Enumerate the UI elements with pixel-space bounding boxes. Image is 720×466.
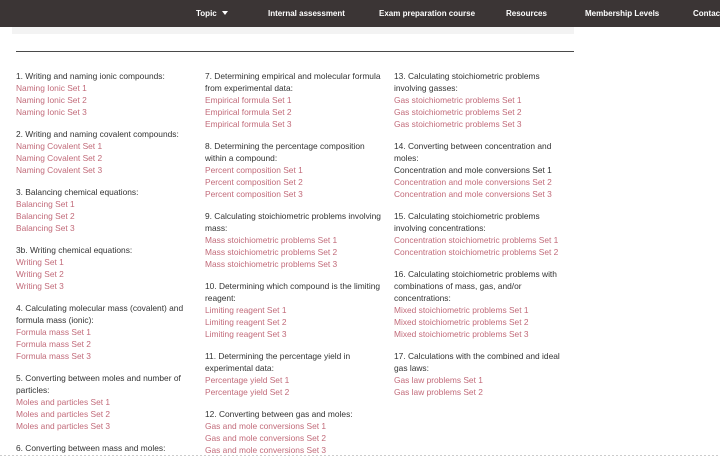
topic-section xyxy=(16,70,188,118)
set-link[interactable]: Gas stoichiometric problems Set 1 xyxy=(394,95,522,105)
set-link[interactable]: Concentration and mole conversions Set 3 xyxy=(394,189,552,199)
set-link[interactable]: Concentration stoichiometric problems Set 1 xyxy=(394,235,559,245)
set-link[interactable]: Limiting reagent Set 2 xyxy=(205,317,287,327)
section-title: 9. Calculating stoichiometric problems involving mass: xyxy=(205,211,381,233)
set-link[interactable]: Percent composition Set 1 xyxy=(205,165,303,175)
set-link[interactable]: Gas and mole conversions Set 2 xyxy=(205,433,327,443)
section-title: 15. Calculating stoichiometric problems involving concentrations: xyxy=(394,211,540,233)
section-title: 3. Balancing chemical equations: xyxy=(16,187,139,197)
section-title: 13. Calculating stoichiometric problems involving gasses: xyxy=(394,71,540,93)
section-title: 4. Calculating molecular mass (covalent) and formula mass (ionic): xyxy=(16,303,184,325)
top-navigation-bar xyxy=(0,0,720,27)
set-link[interactable]: Percentage yield Set 1 xyxy=(205,375,290,385)
bottom-dotted-divider xyxy=(0,455,720,456)
set-link[interactable]: Concentration stoichiometric problems Set 2 xyxy=(394,247,559,257)
set-link[interactable]: Writing Set 2 xyxy=(16,269,64,279)
section-title: 3b. Writing chemical equations: xyxy=(16,245,133,255)
set-link[interactable]: Empirical formula Set 1 xyxy=(205,95,292,105)
nav-membership-levels[interactable]: Membership Levels xyxy=(585,9,660,18)
set-link[interactable]: Moles and particles Set 2 xyxy=(16,409,111,419)
set-link[interactable]: Formula mass Set 1 xyxy=(16,327,91,337)
set-link[interactable]: Empirical formula Set 2 xyxy=(205,107,292,117)
topic-section xyxy=(16,186,188,234)
set-link[interactable]: Gas stoichiometric problems Set 3 xyxy=(394,119,522,129)
section-title: 8. Determining the percentage composition within a compound: xyxy=(205,141,365,163)
nav-topic[interactable] xyxy=(196,0,228,27)
topic-section xyxy=(16,372,188,432)
set-link[interactable]: Mixed stoichiometric problems Set 2 xyxy=(394,317,529,327)
section-title: 16. Calculating stoichiometric problems with combinations of mass, gas, and/or concentrations: xyxy=(394,269,557,303)
section-title: 6. Converting between mass and moles: xyxy=(16,443,166,453)
topic-column-1 xyxy=(16,70,188,464)
section-title: 2. Writing and naming covalent compounds: xyxy=(16,129,179,139)
set-link[interactable]: Mass stoichiometric problems Set 3 xyxy=(205,259,338,269)
set-link[interactable]: Naming Covalent Set 1 xyxy=(16,141,103,151)
topic-section xyxy=(394,70,564,130)
set-link[interactable]: Moles and particles Set 1 xyxy=(16,397,111,407)
set-link[interactable]: Gas and mole conversions Set 1 xyxy=(205,421,327,431)
set-link[interactable]: Naming Ionic Set 1 xyxy=(16,83,87,93)
nav-topic-label: Topic xyxy=(196,9,217,18)
topic-section xyxy=(16,302,188,362)
set-link[interactable]: Naming Covalent Set 3 xyxy=(16,165,103,175)
set-link[interactable]: Moles and particles Set 3 xyxy=(16,421,111,431)
set-link[interactable]: Balancing Set 2 xyxy=(16,211,75,221)
topic-section xyxy=(394,268,564,340)
topic-section xyxy=(205,280,383,340)
topic-section xyxy=(16,244,188,292)
set-link[interactable]: Percent composition Set 2 xyxy=(205,177,303,187)
set-link[interactable]: Concentration and mole conversions Set 2 xyxy=(394,177,552,187)
set-link[interactable]: Gas stoichiometric problems Set 2 xyxy=(394,107,522,117)
nav-exam-preparation-course[interactable]: Exam preparation course xyxy=(379,9,476,18)
section-title: 12. Converting between gas and moles: xyxy=(205,409,353,419)
horizontal-divider xyxy=(16,51,574,52)
nav-internal-assessment[interactable]: Internal assessment xyxy=(268,9,345,18)
set-link[interactable]: Formula mass Set 3 xyxy=(16,351,91,361)
nav-resources[interactable]: Resources xyxy=(506,9,547,18)
section-title: 14. Converting between concentration and moles: xyxy=(394,141,552,163)
topic-column-2 xyxy=(205,70,383,466)
topic-section xyxy=(394,350,564,398)
set-link[interactable]: Formula mass Set 2 xyxy=(16,339,91,349)
topic-column-3 xyxy=(394,70,564,408)
topic-section xyxy=(205,210,383,270)
section-title: 7. Determining empirical and molecular formula from experimental data: xyxy=(205,71,381,93)
set-link[interactable]: Gas law problems Set 2 xyxy=(394,387,483,397)
topic-section xyxy=(205,140,383,200)
set-link[interactable]: Percentage yield Set 2 xyxy=(205,387,290,397)
set-link[interactable]: Limiting reagent Set 1 xyxy=(205,305,287,315)
set-link[interactable]: Balancing Set 3 xyxy=(16,223,75,233)
section-title: 10. Determining which compound is the limiting reagent: xyxy=(205,281,381,303)
set-link[interactable]: Naming Ionic Set 3 xyxy=(16,107,87,117)
set-link[interactable]: Gas and mole conversions Set 3 xyxy=(205,445,327,455)
set-link[interactable]: Limiting reagent Set 3 xyxy=(205,329,287,339)
set-link[interactable]: Balancing Set 1 xyxy=(16,199,75,209)
chevron-down-icon xyxy=(222,11,228,15)
topic-section xyxy=(16,442,188,454)
topic-section xyxy=(16,128,188,176)
topic-section xyxy=(205,350,383,398)
set-link[interactable]: Writing Set 3 xyxy=(16,281,64,291)
set-link[interactable]: Percent composition Set 3 xyxy=(205,189,303,199)
nav-contact[interactable]: Contac xyxy=(693,9,720,18)
set-link[interactable]: Mass stoichiometric problems Set 2 xyxy=(205,247,338,257)
topic-section xyxy=(394,210,564,258)
section-title: 5. Converting between moles and number of particles: xyxy=(16,373,181,395)
set-link[interactable]: Naming Ionic Set 2 xyxy=(16,95,87,105)
set-link[interactable]: Mass stoichiometric problems Set 1 xyxy=(205,235,338,245)
set-link[interactable]: Gas law problems Set 1 xyxy=(394,375,483,385)
section-title: 11. Determining the percentage yield in experimental data: xyxy=(205,351,351,373)
set-link[interactable]: Naming Covalent Set 2 xyxy=(16,153,103,163)
set-link[interactable]: Empirical formula Set 3 xyxy=(205,119,292,129)
set-link[interactable]: Mixed stoichiometric problems Set 3 xyxy=(394,329,529,339)
topic-section xyxy=(205,70,383,130)
set-link[interactable]: Mixed stoichiometric problems Set 1 xyxy=(394,305,529,315)
section-title: 17. Calculations with the combined and ideal gas laws: xyxy=(394,351,560,373)
set-link[interactable]: Writing Set 1 xyxy=(16,257,64,267)
set-label: Concentration and mole conversions Set 1 xyxy=(394,165,552,175)
section-title: 1. Writing and naming ionic compounds: xyxy=(16,71,165,81)
topic-section xyxy=(394,140,564,200)
topic-section xyxy=(205,408,383,456)
header-band xyxy=(12,27,574,34)
